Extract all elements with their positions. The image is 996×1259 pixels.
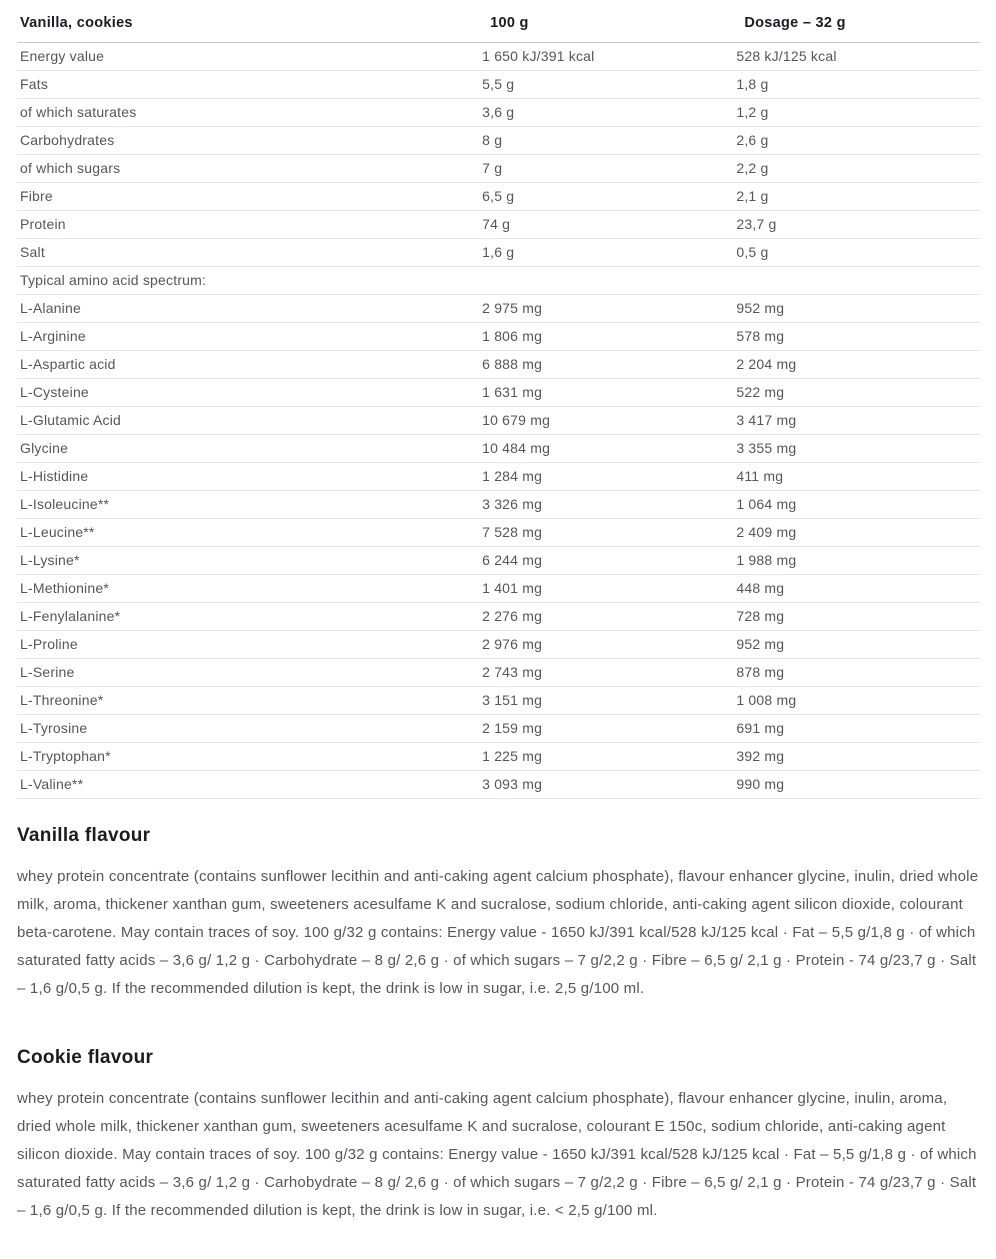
value-per-100g: 2 159 mg	[482, 715, 736, 743]
value-per-100g: 7 528 mg	[482, 519, 736, 547]
table-row	[17, 547, 980, 575]
value-per-dosage: 1 988 mg	[736, 547, 980, 575]
value-per-dosage: 3 355 mg	[736, 435, 980, 463]
row-label: of which sugars	[17, 155, 482, 183]
table-row	[17, 239, 980, 267]
value-per-100g: 3 151 mg	[482, 687, 736, 715]
value-per-dosage: 2 204 mg	[736, 351, 980, 379]
row-label: L-Leucine**	[17, 519, 482, 547]
value-per-dosage: 878 mg	[736, 659, 980, 687]
row-label: L-Alanine	[17, 295, 482, 323]
value-per-100g: 10 679 mg	[482, 407, 736, 435]
row-label: Protein	[17, 211, 482, 239]
value-per-dosage: 2 409 mg	[736, 519, 980, 547]
row-label: L-Glutamic Acid	[17, 407, 482, 435]
value-per-dosage: 728 mg	[736, 603, 980, 631]
table-row	[17, 211, 980, 239]
table-row	[17, 71, 980, 99]
ingredients-text: whey protein concentrate (contains sunflower lecithin and anti-caking agent calcium phosphate), flavour enhancer glycine, inulin, dried whole milk, aroma, thickener xanthan gum, sweeteners acesulfame K and sucralose, sodium chloride, anti-caking agent silicon dioxide, colourant beta-carotene. May contain traces of soy. 100 g/32 g contains: Energy value - 1650 kJ/391 kcal/528 kJ/125 kcal · Fat – 5,5 g/1,8 g · of which saturated fatty acids – 3,6 g/ 1,2 g · Carbohydrate – 8 g/ 2,6 g · of which sugars – 7 g/2,2 g · Fibre – 6,5 g/ 2,1 g · Protein - 74 g/23,7 g · Salt – 1,6 g/0,5 g. If the recommended dilution is kept, the drink is low in sugar, i.e. 2,5 g/100 ml.	[17, 868, 979, 997]
table-row	[17, 183, 980, 211]
value-per-100g: 1 401 mg	[482, 575, 736, 603]
value-per-100g: 2 276 mg	[482, 603, 736, 631]
value-per-100g: 3 326 mg	[482, 491, 736, 519]
row-label: of which saturates	[17, 99, 482, 127]
value-per-dosage: 392 mg	[736, 743, 980, 771]
table-row	[17, 99, 980, 127]
value-per-100g: 1,6 g	[482, 239, 736, 267]
row-label: L-Tryptophan*	[17, 743, 482, 771]
value-per-100g: 3,6 g	[482, 99, 736, 127]
cookie-flavour-section	[17, 1047, 980, 1225]
value-per-100g: 2 743 mg	[482, 659, 736, 687]
value-per-dosage: 528 kJ/125 kcal	[736, 43, 980, 71]
table-row	[17, 687, 980, 715]
value-per-dosage: 23,7 g	[736, 211, 980, 239]
value-per-100g: 3 093 mg	[482, 771, 736, 799]
row-label: L-Methionine*	[17, 575, 482, 603]
row-label: L-Histidine	[17, 463, 482, 491]
table-row	[17, 43, 980, 71]
value-per-dosage: 3 417 mg	[736, 407, 980, 435]
table-body	[17, 43, 980, 799]
row-label: Salt	[17, 239, 482, 267]
value-per-100g: 1 225 mg	[482, 743, 736, 771]
table-row	[17, 631, 980, 659]
table-row	[17, 407, 980, 435]
value-per-dosage: 952 mg	[736, 295, 980, 323]
value-per-dosage: 522 mg	[736, 379, 980, 407]
table-row	[17, 127, 980, 155]
value-per-100g: 7 g	[482, 155, 736, 183]
value-per-100g: 6 888 mg	[482, 351, 736, 379]
row-label: L-Lysine*	[17, 547, 482, 575]
value-per-dosage: 1,2 g	[736, 99, 980, 127]
table-row	[17, 435, 980, 463]
table-row	[17, 575, 980, 603]
table-row	[17, 463, 980, 491]
value-per-100g: 6 244 mg	[482, 547, 736, 575]
value-per-100g: 5,5 g	[482, 71, 736, 99]
product-name-header: Vanilla, cookies	[17, 8, 482, 43]
value-per-100g: 2 976 mg	[482, 631, 736, 659]
value-per-dosage: 990 mg	[736, 771, 980, 799]
row-label: L-Proline	[17, 631, 482, 659]
value-per-dosage: 952 mg	[736, 631, 980, 659]
value-per-100g: 8 g	[482, 127, 736, 155]
table-row	[17, 519, 980, 547]
value-per-dosage: 411 mg	[736, 463, 980, 491]
value-per-dosage: 448 mg	[736, 575, 980, 603]
ingredients-text: whey protein concentrate (contains sunflower lecithin and anti-caking agent calcium phosphate), flavour enhancer glycine, inulin, aroma, dried whole milk, thickener xanthan gum, sweeteners acesulfame K and sucralose, colourant E 150c, sodium chloride, anti-caking agent silicon dioxide. May contain traces of soy. 100 g/32 g contains: Energy value - 1650 kJ/391 kcal/528 kJ/125 kcal · Fat – 5,5 g/1,8 g · of which saturated fatty acids – 3,6 g/ 1,2 g · Carhobydrate – 8 g/ 2,6 g · of which sugars – 7 g/2,2 g · Fibre – 6,5 g/ 2,1 g · Protein - 74 g/23,7 g · Salt – 1,6 g/0,5 g. If the recommended dilution is kept, the drink is low in sugar, i.e. < 2,5 g/100 ml.	[17, 1090, 977, 1219]
row-label: L-Serine	[17, 659, 482, 687]
value-per-100g: 2 975 mg	[482, 295, 736, 323]
value-per-dosage: 1,8 g	[736, 71, 980, 99]
row-label: L-Isoleucine**	[17, 491, 482, 519]
section-title: Vanilla flavour	[17, 825, 151, 846]
section-title: Cookie flavour	[17, 1047, 154, 1068]
row-label: Energy value	[17, 43, 482, 71]
value-per-dosage: 2,2 g	[736, 155, 980, 183]
table-row	[17, 323, 980, 351]
spectrum-section-label: Typical amino acid spectrum:	[17, 267, 980, 295]
value-per-dosage: 1 008 mg	[736, 687, 980, 715]
row-label: Fibre	[17, 183, 482, 211]
row-label: L-Cysteine	[17, 379, 482, 407]
table-header-row	[17, 8, 980, 43]
row-label: Fats	[17, 71, 482, 99]
row-label: L-Fenylalanine*	[17, 603, 482, 631]
vanilla-flavour-section	[17, 825, 980, 1003]
table-row	[17, 267, 980, 295]
table-row	[17, 351, 980, 379]
value-per-100g: 1 650 kJ/391 kcal	[482, 43, 736, 71]
table-row	[17, 491, 980, 519]
value-per-dosage: 2,1 g	[736, 183, 980, 211]
row-label: L-Threonine*	[17, 687, 482, 715]
column-header-100g: 100 g	[482, 8, 736, 43]
value-per-100g: 1 284 mg	[482, 463, 736, 491]
row-label: L-Arginine	[17, 323, 482, 351]
value-per-100g: 1 631 mg	[482, 379, 736, 407]
table-row	[17, 155, 980, 183]
table-row	[17, 715, 980, 743]
table-row	[17, 295, 980, 323]
row-label: Carbohydrates	[17, 127, 482, 155]
value-per-dosage: 578 mg	[736, 323, 980, 351]
table-header	[17, 8, 980, 43]
table-row	[17, 771, 980, 799]
table-row	[17, 743, 980, 771]
column-header-dosage: Dosage – 32 g	[736, 8, 980, 43]
value-per-100g: 1 806 mg	[482, 323, 736, 351]
value-per-100g: 6,5 g	[482, 183, 736, 211]
table-row	[17, 379, 980, 407]
row-label: L-Valine**	[17, 771, 482, 799]
value-per-dosage: 1 064 mg	[736, 491, 980, 519]
value-per-100g: 74 g	[482, 211, 736, 239]
row-label: L-Aspartic acid	[17, 351, 482, 379]
row-label: Glycine	[17, 435, 482, 463]
value-per-dosage: 691 mg	[736, 715, 980, 743]
table-row	[17, 659, 980, 687]
row-label: L-Tyrosine	[17, 715, 482, 743]
value-per-100g: 10 484 mg	[482, 435, 736, 463]
value-per-dosage: 0,5 g	[736, 239, 980, 267]
nutrition-table	[17, 8, 980, 799]
table-row	[17, 603, 980, 631]
value-per-dosage: 2,6 g	[736, 127, 980, 155]
